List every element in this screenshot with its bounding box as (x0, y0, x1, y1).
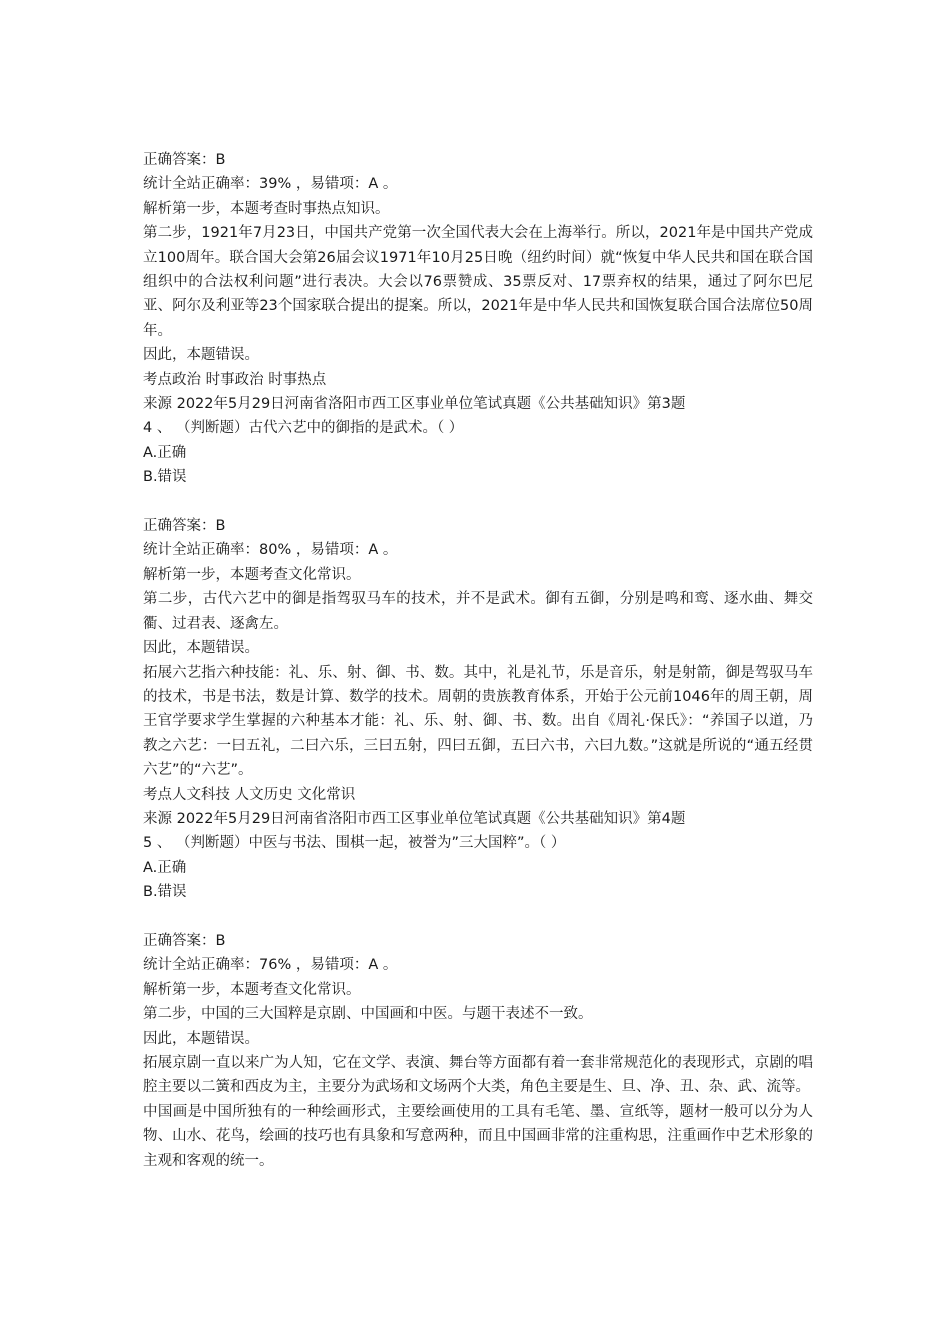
q3-accuracy-stats: 统计全站正确率：39% ，易错项：A 。 (143, 176, 398, 193)
q4-source: 来源 2022年5月29日河南省洛阳市西工区事业单位笔试真题《公共基础知识》第4题 (143, 810, 686, 827)
q4-correct-answer: 正确答案：B (143, 518, 226, 535)
q3-correct-answer: 正确答案：B (143, 152, 226, 168)
q3-conclusion: 因此，本题错误。 (143, 347, 259, 364)
q5-accuracy-stats: 统计全站正确率：76% ，易错项：A 。 (143, 957, 398, 974)
spacer (143, 905, 813, 929)
q5-option-b: B.错误 (143, 884, 187, 901)
q5-extension-peking-opera: 拓展京剧一直以来广为人知，它在文学、表演、舞台等方面都有着一套非常规范化的表现形式，京剧的唱腔主要以二簧和西皮为主，主要分为武场和文场两个大类，角色主要是生、旦、净、丑、杂、武、流等。 (143, 1055, 813, 1096)
q4-accuracy-stats: 统计全站正确率：80% ，易错项：A 。 (143, 542, 398, 559)
q5-option-a: A.正确 (143, 859, 187, 876)
q4-extension: 拓展六艺指六种技能：礼、乐、射、御、书、数。其中，礼是礼节，乐是音乐，射是射箭，御是驾驭马车的技术，书是书法，数是计算、数学的技术。周朝的贵族教育体系，开始于公元前1046年的周王朝，周王官学要求学生掌握的六种基本才能：礼、乐、射、御、书、数。出自《周礼·保氏》：“养国子以道，乃教之六艺：一曰五礼，二曰六乐，三曰五射，四曰五御，五曰六书，六曰九数。”这就是所说的“通五经贯六艺”的“六艺”。 (143, 664, 813, 779)
q4-option-a: A.正确 (143, 444, 187, 461)
q4-analysis-step1: 解析第一步，本题考查文化常识。 (143, 566, 361, 583)
q4-conclusion: 因此，本题错误。 (143, 640, 259, 657)
q3-analysis-step1: 解析第一步，本题考查时事热点知识。 (143, 200, 390, 217)
document-content (143, 148, 813, 1173)
q5-analysis-step2: 第二步，中国的三大国粹是京剧、中国画和中医。与题干表述不一致。 (143, 1006, 593, 1023)
q5-correct-answer: 正确答案：B (143, 932, 226, 949)
q3-knowledge-tags: 考点政治 时事政治 时事热点 (143, 371, 327, 388)
q4-knowledge-tags: 考点人文科技 人文历史 文化常识 (143, 786, 356, 803)
q5-extension-chinese-painting: 中国画是中国所独有的一种绘画形式，主要绘画使用的工具有毛笔、墨、宣纸等，题材一般可以分为人物、山水、花鸟，绘画的技巧也有具象和写意两种，而且中国画非常的注重构思，注重画作中艺术形象的主观和客观的统一。 (143, 1103, 813, 1169)
q5-conclusion: 因此，本题错误。 (143, 1030, 259, 1047)
q3-source: 来源 2022年5月29日河南省洛阳市西工区事业单位笔试真题《公共基础知识》第3题 (143, 396, 686, 413)
q4-option-b: B.错误 (143, 469, 187, 486)
q4-analysis-step2: 第二步，古代六艺中的御是指驾驭马车的技术，并不是武术。御有五御，分别是鸣和鸾、逐水曲、舞交衢、过君表、逐禽左。 (143, 591, 813, 632)
q5-question: 5 、 （判断题）中医与书法、围棋一起，被誉为”三大国粹”。（ ） (143, 835, 566, 852)
spacer (143, 490, 813, 514)
q4-question: 4 、 （判断题）古代六艺中的御指的是武术。（ ） (143, 420, 464, 437)
q5-analysis-step1: 解析第一步，本题考查文化常识。 (143, 981, 361, 998)
q3-analysis-step2: 第二步，1921年7月23日，中国共产党第一次全国代表大会在上海举行。所以，2021年是中国共产党成立100周年。联合国大会第26届会议1971年10月25日晚（纽约时间）就“恢复中华人民共和国在联合国组织中的合法权利问题”进行表决。大会以76票赞成、35票反对、17票弃权的结果，通过了阿尔巴尼亚、阿尔及利亚等23个国家联合提出的提案。所以，2021年是中华人民共和国恢复联合国合法席位50周年。 (143, 225, 813, 339)
